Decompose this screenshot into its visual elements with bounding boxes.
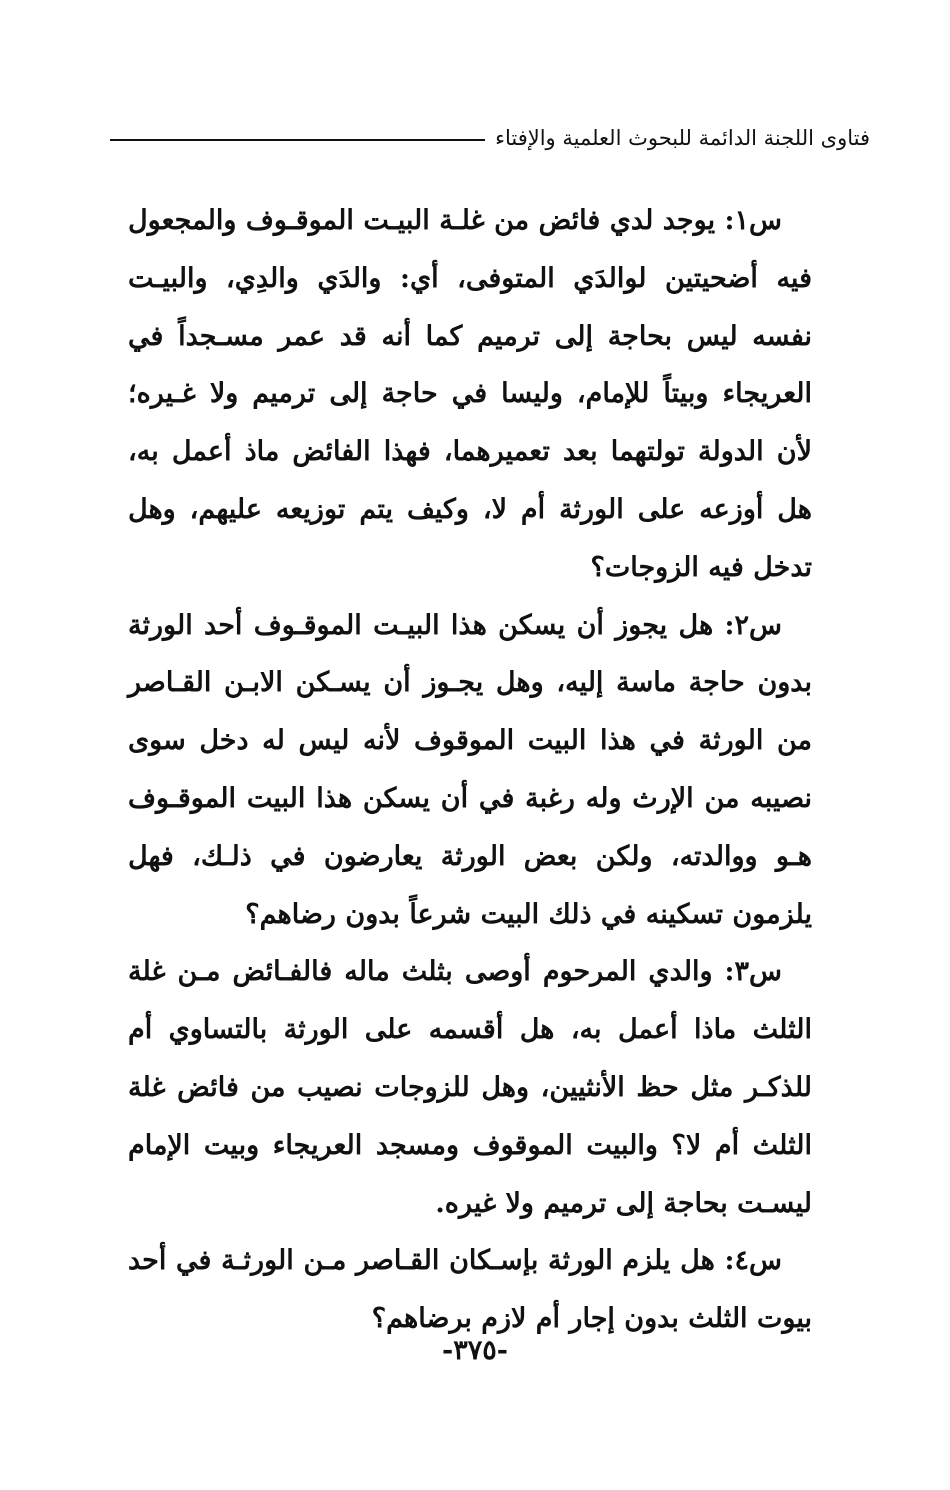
question-3-label: س٣: — [724, 956, 782, 988]
question-1-text: يوجد لدي فائض من غلـة البيـت الموقـوف والمجعول فيه أضحيتين لوالدَي المتوفى، أي: والدَي والدِي، والبيـت نفسه ليس بحاجة إلى ترميم كما أنه قد عمر مسـجداً في العريجاء وبيتاً للإمام، وليسا في حاجة إلى ترميم ولا غـيره؛ لأن الدولة تولتهما بعد تعميرهما، فهذا الفائض ماذ أعمل به، هل أوزعه على الورثة أم لا، وكيف يتم توزيعه عليهم، وهل تدخل فيه الزوجات؟ — [128, 205, 812, 583]
questions-body — [128, 192, 812, 1348]
header-rule — [110, 139, 485, 141]
question-4 — [128, 1232, 812, 1348]
running-header — [110, 118, 870, 158]
question-4-text: هل يلزم الورثة بإسـكان القـاصر مـن الورثـة في أحد بيوت الثلث بدون إجار أم لازم برضاهم؟ — [128, 1245, 812, 1335]
question-3 — [128, 943, 812, 1232]
question-2 — [128, 597, 812, 944]
question-2-text: هل يجوز أن يسكن هذا البيـت الموقـوف أحد الورثة بدون حاجة ماسة إليه، وهل يجـوز أن يسـكن الابـن القـاصر من الورثة في هذا البيت الموقوف لأنه ليس له دخل سوى نصيبه من الإرث وله رغبة في أن يسكن هذا البيت الموقـوف هـو ووالدته، ولكن بعض الورثة يعارضون في ذلـك، فهل يلزمون تسكينه في ذلك البيت شرعاً بدون رضاهم؟ — [128, 609, 812, 930]
question-3-text: والدي المرحوم أوصى بثلث ماله فالفـائض مـن غلة الثلث ماذا أعمل به، هل أقسمه على الورثة بالتساوي أم للذكـر مثل حظ الأنثيين، وهل للزوجات نصيب من فائض غلة الثلث أم لا؟ والبيت الموقوف ومسجد العريجاء وبيت الإمام ليسـت بحاجة إلى ترميم ولا غيره. — [128, 956, 812, 1219]
page-number: -٣٧٥- — [442, 1335, 508, 1366]
running-header-title: فتاوى اللجنة الدائمة للبحوث العلمية والإفتاء — [495, 126, 870, 150]
question-4-label: س٤: — [724, 1245, 782, 1277]
question-1 — [128, 192, 812, 597]
question-1-label: س١: — [724, 205, 782, 236]
question-2-label: س٢: — [724, 609, 782, 641]
